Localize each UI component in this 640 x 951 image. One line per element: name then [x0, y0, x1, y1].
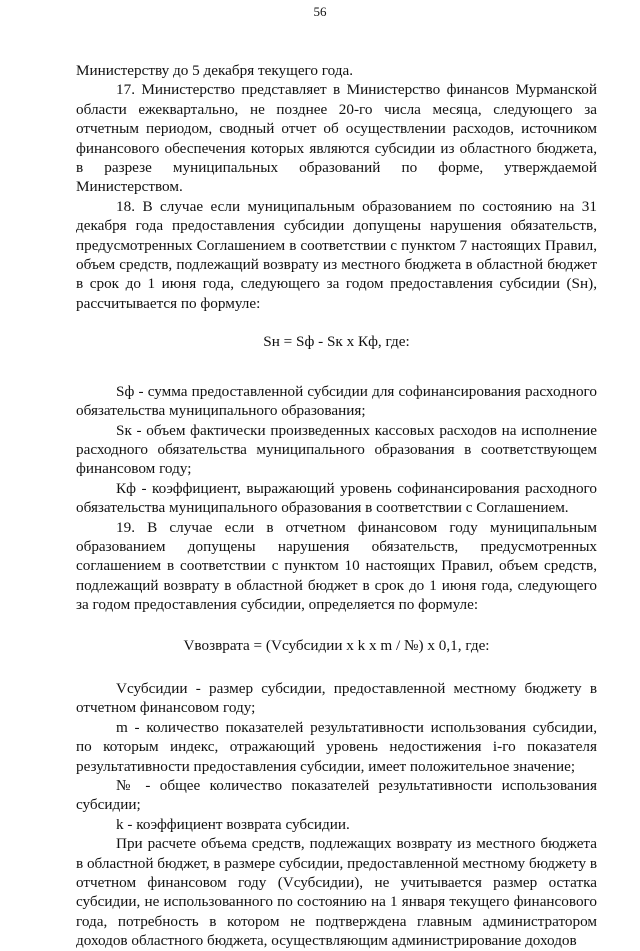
- paragraph-calculation-note: При расчете объема средств, подлежащих возврату из местного бюджета в областной бюджет, в размере субсидии, предоставленной местному бюджету в отчетном финансовом году (Vсубсидии), не учитывается размер остатка субсидии, не использованного по состоянию на 1 января текущего финансового года, потребность в котором не подтверждена главным администратором доходов областного бюджета, осуществляющим администрирование доходов: [76, 835, 598, 950]
- document-body: [76, 61, 597, 951]
- definition-k: k - коэффициент возврата субсидии.: [116, 815, 350, 833]
- paragraph-continuation: Министерству до 5 декабря текущего года.: [76, 62, 354, 79]
- definition-n: № - общее количество показателей результативности использования субсидии;: [76, 777, 597, 814]
- formula-sn: Sн = Sф - Sк х Кф, где:: [263, 333, 410, 351]
- paragraph-17: 17. Министерство представляет в Министерство финансов Мурманской области ежеквартально, не позднее 20-го числа месяца, следующего за отчетным периодом, сводный отчет об осуществлении расходов, источником финансового обеспечения которых являются субсидии из областного бюджета, в разрезе муниципальных образований по форме, утверждаемой Министерством.: [76, 81, 597, 196]
- definition-sk: Sк - объем фактически произведенных кассовых расходов на исполнение расходного обязательства муниципального образования в соответствующем финансовом году;: [76, 421, 597, 478]
- definition-vsubsidy: Vсубсидии - размер субсидии, предоставленной местному бюджету в отчетном финансовом году;: [76, 679, 597, 717]
- paragraph-19: 19. В случае если в отчетном финансовом году муниципальным образованием допущены нарушения обязательств, предусмотренных соглашением в соответствии с пунктом 10 настоящих Правил, объем средств, подлежащий возврату в областной бюджет в срок до 1 июня года, следующего за годом предоставления субсидии, определяется по формуле:: [76, 518, 597, 614]
- definition-m: m - количество показателей результативности использования субсидии, по которым индекс, отражающий уровень недостижения i-го показателя результативности предоставления субсидии, имеет положительное значение;: [76, 718, 597, 775]
- definition-sf: Sф - сумма предоставленной субсидии для софинансирования расходного обязательства муниципального образования;: [76, 382, 597, 420]
- paragraph-18: 18. В случае если муниципальным образованием по состоянию на 31 декабря года предоставления субсидии допущены нарушения обязательств, предусмотренных Соглашением в соответствии с пунктом 7 настоящих Правил, объем средств, подлежащий возврату из местного бюджета в областной бюджет в срок до 1 июня года, следующего за годом предоставления субсидии (Sн), рассчитывается по формуле:: [76, 197, 597, 312]
- formula-vreturn: Vвозврата = (Vсубсидии х k х m / №) х 0,1, где:: [183, 636, 490, 654]
- page-number: 56: [313, 4, 327, 19]
- definition-kf: Кф - коэффициент, выражающий уровень софинансирования расходного обязательства муниципального образования в соответствии с Соглашением.: [76, 479, 597, 517]
